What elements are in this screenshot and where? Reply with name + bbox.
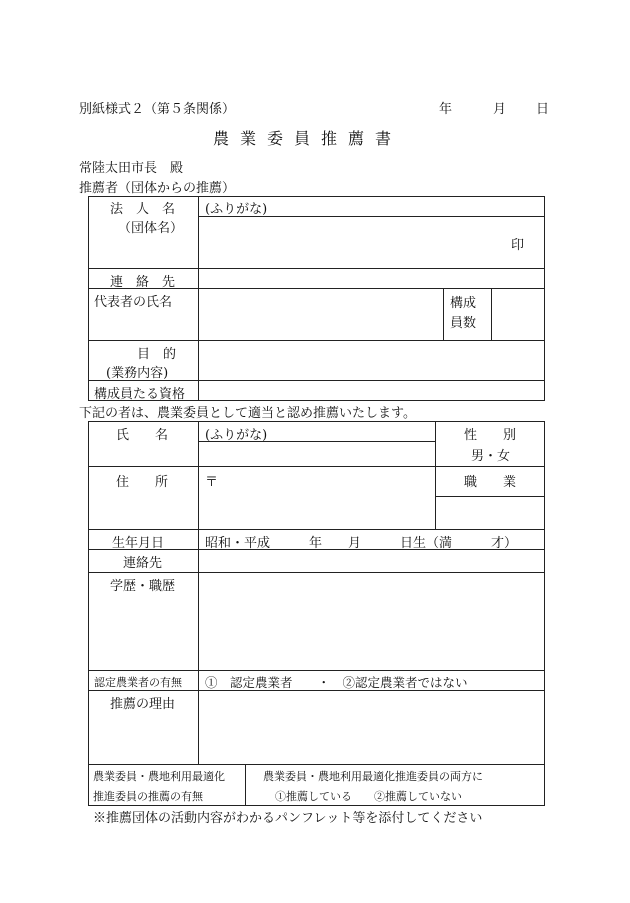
birthdate-label: 生年月日 bbox=[112, 536, 165, 551]
seal-mark: 印 bbox=[511, 238, 525, 253]
date-day-label: 日 bbox=[536, 102, 550, 117]
candidate-contact-label: 連絡先 bbox=[123, 556, 163, 571]
dual-question: 農業委員・農地利用最適化推進委員の両方に bbox=[263, 770, 483, 783]
corp-name-label: 法 人 名 bbox=[110, 202, 176, 217]
gender-label: 性 別 bbox=[464, 428, 517, 443]
certified-farmer-label: 認定農業者の有無 bbox=[94, 676, 182, 689]
dual-label-line-2: 推進委員の推薦の有無 bbox=[93, 790, 203, 803]
address-label: 住 所 bbox=[116, 475, 169, 490]
member-count-label-2: 員数 bbox=[450, 316, 477, 331]
group-name-label: （団体名） bbox=[118, 221, 184, 236]
purpose-label: 目 的 bbox=[137, 347, 177, 362]
addressee: 常陸太田市長 殿 bbox=[79, 161, 184, 176]
career-label: 学歴・職歴 bbox=[110, 579, 176, 594]
rep-name-label: 代表者の氏名 bbox=[94, 295, 173, 310]
member-count-label-1: 構成 bbox=[450, 296, 477, 311]
qualification-label: 構成員たる資格 bbox=[94, 387, 186, 402]
recommender-heading: 推薦者（団体からの推薦） bbox=[79, 181, 236, 196]
candidate-furigana: (ふりがな) bbox=[205, 428, 268, 443]
footnote: ※推薦団体の活動内容がわかるパンフレット等を添付してください bbox=[93, 811, 483, 826]
dual-label-line-1: 農業委員・農地利用最適化 bbox=[93, 770, 225, 783]
document-title: 農業委員推薦書 bbox=[213, 129, 403, 148]
form-number: 別紙様式２（第５条関係） bbox=[79, 102, 236, 117]
occupation-label: 職 業 bbox=[464, 475, 517, 490]
org-furigana: (ふりがな) bbox=[205, 202, 268, 217]
reason-label: 推薦の理由 bbox=[110, 697, 176, 712]
date-year-label: 年 bbox=[439, 102, 453, 117]
gender-options: 男・女 bbox=[471, 449, 511, 464]
date-month-label: 月 bbox=[493, 102, 507, 117]
business-label: (業務内容) bbox=[106, 366, 169, 381]
dual-options: ①推薦している ②推薦していない bbox=[275, 790, 462, 803]
certified-farmer-options: ① 認定農業者 ・ ②認定農業者ではない bbox=[205, 675, 468, 690]
candidate-name-label: 氏 名 bbox=[116, 428, 169, 443]
birthdate-template: 昭和・平成 年 月 日生（満 才） bbox=[205, 536, 518, 551]
recommendation-statement: 下記の者は、農業委員として適当と認め推薦いたします。 bbox=[79, 406, 416, 421]
postal-mark: 〒 bbox=[205, 475, 219, 490]
org-contact-label: 連 絡 先 bbox=[110, 275, 176, 290]
